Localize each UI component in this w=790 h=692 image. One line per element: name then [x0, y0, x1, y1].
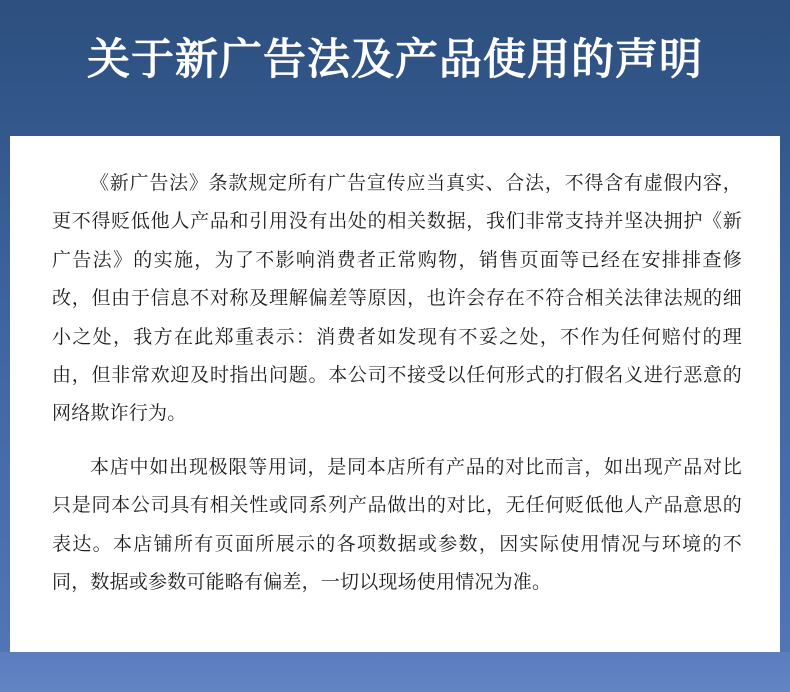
statement-panel — [10, 136, 780, 652]
bottom-band — [0, 652, 790, 692]
statement-paragraph-1: 《新广告法》条款规定所有广告宣传应当真实、合法，不得含有虚假内容，更不得贬低他人产品和引用没有出处的相关数据，我们非常支持并坚决拥护《新广告法》的实施，为了不影响消费者正常购物，销售页面等已经在安排排查修改，但由于信息不对称及理解偏差等原因，也许会存在不符合相关法律法规的细小之处，我方在此郑重表示：消费者如发现有不妥之处，不作为任何赔付的理由，但非常欢迎及时指出问题。本公司不接受以任何形式的打假名义进行恶意的网络欺诈行为。 — [52, 172, 742, 425]
page-title: 关于新广告法及产品使用的声明 — [87, 35, 703, 85]
statement-paragraph-2: 本店中如出现极限等用词，是同本店所有产品的对比而言，如出现产品对比只是同本公司具有相关性或同系列产品做出的对比，无任何贬低他人产品意思的表达。本店铺所有页面所展示的各项数据或参数，因实际使用情况与环境的不同，数据或参数可能略有偏差，一切以现场使用情况为准。 — [52, 455, 742, 594]
